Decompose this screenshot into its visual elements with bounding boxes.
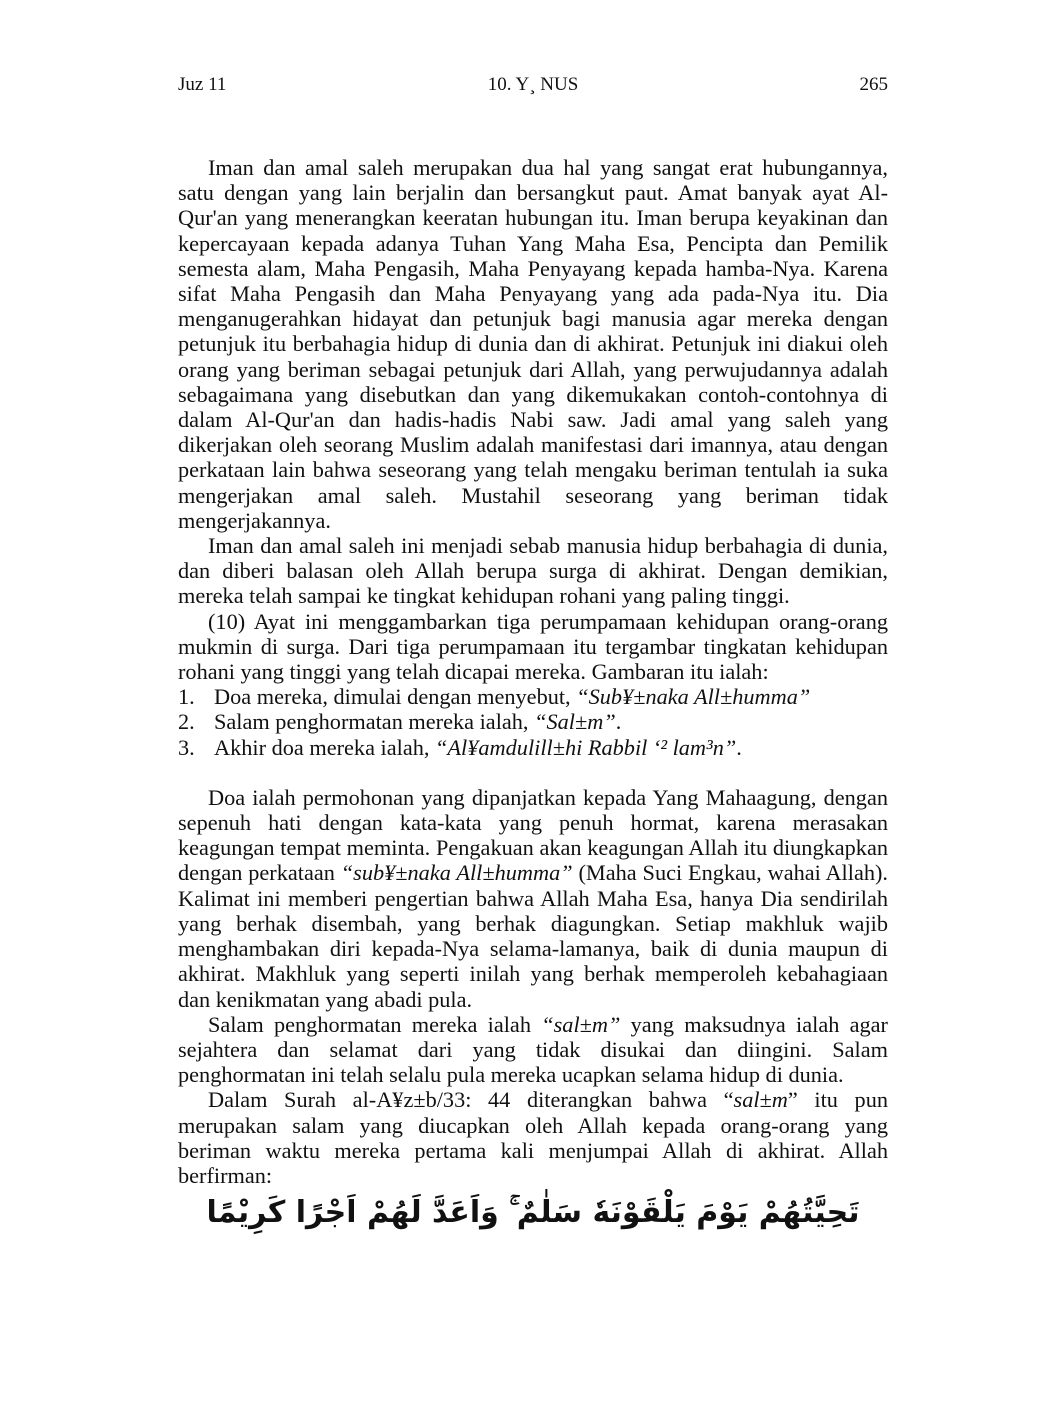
paragraph-text: Salam penghormatan mereka ialah: [208, 1011, 542, 1037]
paragraph: [178, 1012, 888, 1088]
list-number: 2.: [178, 709, 195, 735]
paragraph-text: yang maksudnya ialah agar sejahtera dan selamat dari yang tidak disukai dan diingini. Salam penghormatan ini telah selalu pula mereka ucapkan selama hidup di dunia.: [178, 1011, 888, 1088]
paragraph-text: ” itu pun merupakan salam yang diucapkan oleh Allah kepada orang-orang yang beriman waktu mereka pertama kali menjumpai Allah di akhirat. Allah berfirman:: [178, 1087, 889, 1188]
transliteration: “sub¥±naka All±humma”: [340, 860, 573, 886]
paragraph-text: (Maha Suci Engkau, wahai Allah). Kalimat ini memberi pengertian bahwa Allah Maha Esa, hanya Dia sendirilah yang berhak disembah, yang berhak diagungkan. Setiap makhluk wajib menghambakan diri kepada-Nya selama-lamanya, baik di dunia maupun di akhirat. Makhluk yang seperti inilah yang berhak memperoleh kebahagiaan dan kenikmatan yang abadi pula.: [178, 860, 888, 1012]
page-header: [178, 74, 888, 104]
list-item: [178, 709, 888, 734]
paragraph: (10) Ayat ini menggambarkan tiga perumpamaan kehidupan orang-orang mukmin di surga. Dari tiga perumpamaan itu tergambar tingkatan kehidupan rohani yang tinggi yang telah dicapai mereka. Gambaran itu ialah:: [178, 608, 888, 685]
list-number: 1.: [178, 684, 195, 710]
arabic-verse: تَحِيَّتُهُمْ يَوْمَ يَلْقَوْنَهٗ سَلٰمٌ ۚ وَاَعَدَّ لَهُمْ اَجْرًا كَرِيْمًا: [206, 1195, 860, 1231]
list-item: [178, 735, 888, 760]
list-number: 3.: [178, 734, 195, 760]
paragraph: Iman dan amal saleh merupakan dua hal yang sangat erat hubungannya, satu dengan yang lain berjalin dan bersangkut paut. Amat banyak ayat Al-Qur'an yang menerangkan keeratan hubungan itu. Iman berupa keyakinan dan kepercayaan kepada adanya Tuhan Yang Maha Esa, Pencipta dan Pemilik semesta alam, Maha Pengasih, Maha Penyayang kepada hamba-Nya. Karena sifat Maha Pengasih dan Maha Penyayang yang ada pada-Nya itu. Dia menganugerahkan hidayat dan petunjuk bagi manusia agar mereka dengan petunjuk itu berbahagia hidup di dunia dan di akhirat. Petunjuk ini diakui oleh orang yang beriman sebagai petunjuk dari Allah, yang perwujudannya adalah sebagaimana yang disebutkan dan yang dikemukakan contoh-contohnya di dalam Al-Qur'an dan hadis-hadis Nabi saw. Jadi amal yang saleh yang dikerjakan oleh seorang Muslim adalah manifestasi dari imannya, atau dengan perkataan lain bahwa seseorang yang telah mengaku beriman tentulah ia suka mengerjakan amal saleh. Mustahil seseorang yang beriman tidak mengerjakannya.: [178, 155, 888, 533]
paragraph: [178, 785, 888, 1012]
list-transliteration: “Al¥amdulill±hi Rabbil ‘² lam³n”: [435, 734, 737, 760]
surah-title: 10. Y¸ NUS: [487, 74, 579, 95]
list-tail: .: [615, 709, 622, 735]
list-text: Salam penghormatan mereka ialah,: [214, 709, 535, 735]
paragraph-text: Dalam Surah al-A¥z±b/33: 44 diterangkan bahwa “: [208, 1087, 734, 1113]
list-tail: .: [736, 734, 742, 760]
page-number: 265: [859, 74, 888, 95]
transliteration: “sal±m”: [541, 1011, 621, 1037]
list-item: [178, 684, 888, 709]
page-body: [178, 155, 888, 1234]
paragraph: Iman dan amal saleh ini menjadi sebab manusia hidup berbahagia di dunia, dan diberi balasan oleh Allah berupa surga di akhirat. Dengan demikian, mereka telah sampai ke tingkat kehidupan rohani yang paling tinggi.: [178, 533, 888, 609]
section-gap: [178, 760, 888, 785]
list-transliteration: “Sal±m”: [534, 709, 616, 735]
transliteration: sal±m: [733, 1087, 788, 1113]
list-text: Akhir doa mereka ialah,: [214, 734, 436, 760]
juz-label: Juz 11: [178, 74, 227, 95]
paragraph-text: Doa ialah permohonan yang dipanjatkan kepada Yang Mahaagung, dengan sepenuh hati dengan kata-kata yang penuh hormat, karena merasakan keagungan tempat meminta. Pengakuan akan keagungan Allah itu diungkapkan dengan perkataan: [178, 784, 888, 886]
numbered-list: [178, 684, 888, 760]
list-transliteration: “Sub¥±naka All±humma”: [576, 684, 811, 710]
list-text: Doa mereka, dimulai dengan menyebut,: [214, 684, 577, 710]
paragraph: [178, 1087, 888, 1188]
